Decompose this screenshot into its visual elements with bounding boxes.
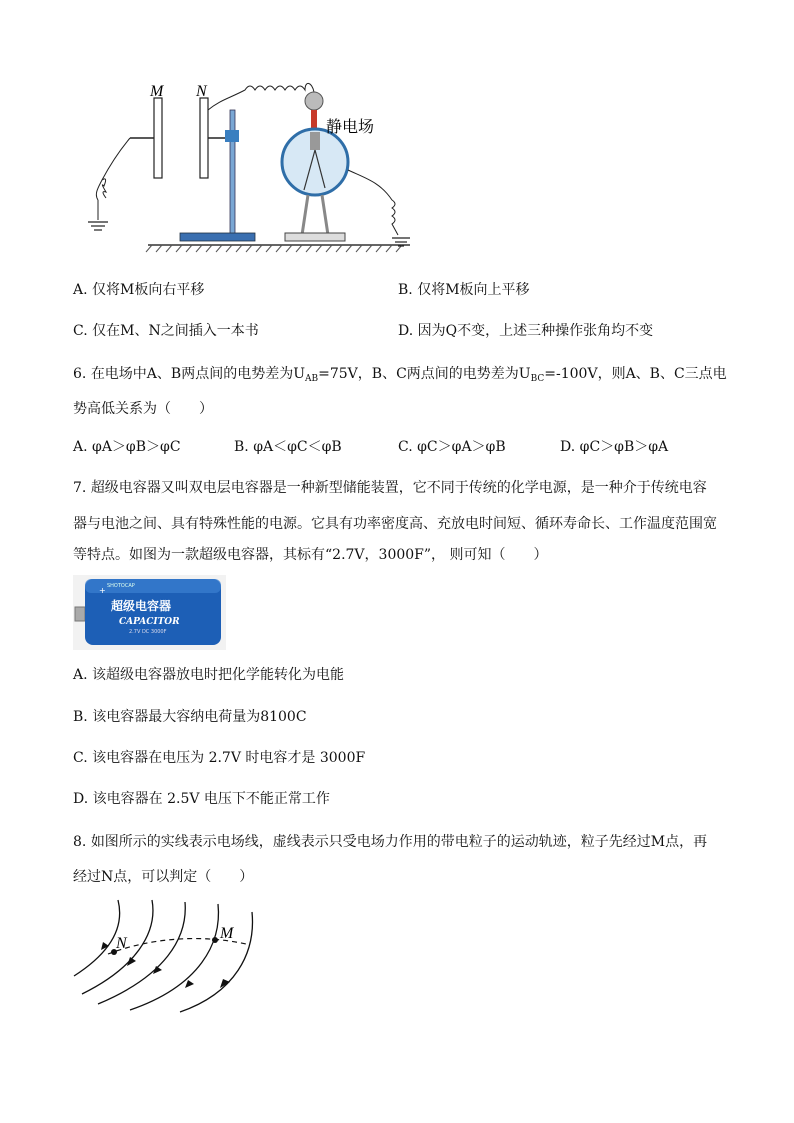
plate-m-label: M bbox=[150, 83, 164, 100]
q7-stem-line2: 器与电池之间、具有特殊性能的电源。它具有功率密度高、充放电时间短、循环寿命长、工作温度范围宽 bbox=[73, 516, 717, 532]
q6-option-d: D. φC＞φB＞φA bbox=[560, 439, 669, 455]
supercapacitor-image bbox=[73, 575, 226, 650]
q7-option-c: C. 该电容器在电压为 2.7V 时电容才是 3000F bbox=[73, 750, 366, 766]
q5-option-c: C. 仅在M、N之间插入一本书 bbox=[73, 323, 259, 339]
q7-option-b: B. 该电容器最大容纳电荷量为8100C bbox=[73, 709, 307, 725]
q5-option-d: D. 因为Q不变，上述三种操作张角均不变 bbox=[398, 323, 654, 339]
point-n-label: N bbox=[116, 935, 127, 952]
capacitor-electrometer-figure bbox=[80, 70, 420, 255]
svg-text:+: + bbox=[99, 586, 106, 595]
electrometer-label: 静电场 bbox=[326, 117, 375, 136]
q5-option-b: B. 仅将M板向上平移 bbox=[398, 282, 530, 298]
svg-text:超级电容器: 超级电容器 bbox=[111, 599, 172, 613]
svg-text:2.7V DC 3000F: 2.7V DC 3000F bbox=[129, 629, 167, 635]
point-m-label: M bbox=[220, 925, 234, 942]
q7-stem-line1: 7. 超级电容器又叫双电层电容器是一种新型储能装置，它不同于传统的化学电源，是一种介于传统电容 bbox=[73, 480, 707, 496]
q5-option-a: A. 仅将M板向右平移 bbox=[73, 282, 205, 298]
q7-option-a: A. 该超级电容器放电时把化学能转化为电能 bbox=[73, 667, 345, 683]
q6-option-c: C. φC＞φA＞φB bbox=[398, 439, 506, 455]
q7-stem-line3: 等特点。如图为一款超级电容器，其标有“2.7V，3000F”， 则可知（ ） bbox=[73, 547, 548, 563]
q6-option-a: A. φA＞φB＞φC bbox=[73, 439, 181, 455]
q7-option-d: D. 该电容器在 2.5V 电压下不能正常工作 bbox=[73, 791, 330, 807]
q8-stem-line1: 8. 如图所示的实线表示电场线，虚线表示只受电场力作用的带电粒子的运动轨迹，粒子先经过M点，再 bbox=[73, 834, 708, 850]
q8-stem-line2: 经过N点，可以判定（ ） bbox=[73, 869, 254, 885]
svg-text:CAPACITOR: CAPACITOR bbox=[119, 617, 180, 627]
svg-text:SHOTOCAP: SHOTOCAP bbox=[107, 583, 135, 589]
field-lines-figure bbox=[70, 898, 260, 1013]
q6-stem-line2: 势高低关系为（ ） bbox=[73, 401, 213, 417]
q6-stem-line1: 6. 在电场中A、B两点间的电势差为$U_{AB}=75V$，B、C两点间的电势差为$U_{BC}=-100V$，则A、B、C三点电 bbox=[73, 366, 727, 384]
point-m bbox=[212, 937, 218, 943]
plate-n-label: N bbox=[196, 83, 207, 100]
q6-option-b: B. φA＜φC＜φB bbox=[234, 439, 342, 455]
